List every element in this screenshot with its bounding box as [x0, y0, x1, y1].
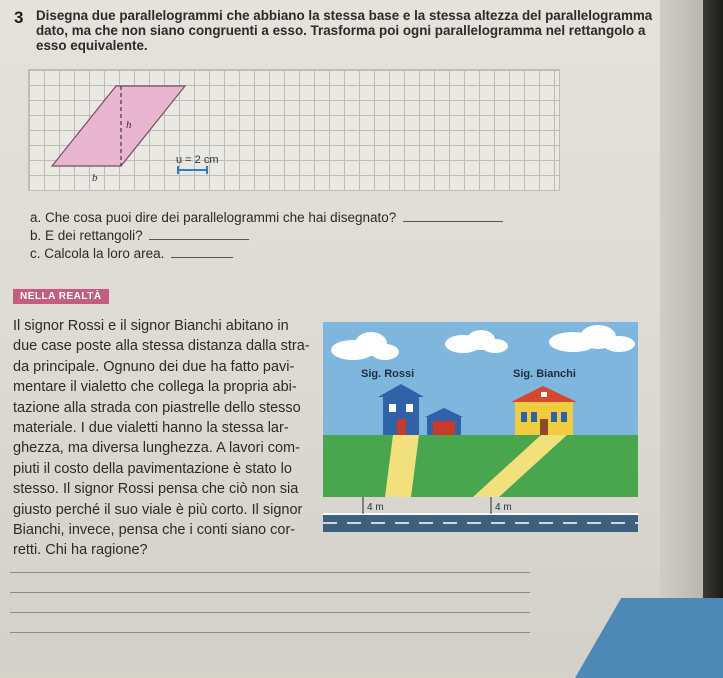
- question-a-text: Che cosa puoi dire dei parallelogrammi che hai disegnato?: [45, 210, 397, 225]
- exercise-number: 3: [14, 8, 24, 27]
- unit-label: u = 2 cm: [176, 154, 219, 166]
- question-a: [30, 210, 503, 225]
- story-paragraph: [13, 316, 323, 561]
- answer-blank-a[interactable]: [403, 221, 503, 222]
- question-c-letter: c.: [30, 246, 41, 261]
- distance-rossi: 4 m: [367, 502, 384, 513]
- story-line: piuti il costo della pavimentazione è stato lo: [13, 460, 292, 477]
- houses-illustration: [323, 322, 638, 532]
- question-a-letter: a.: [30, 210, 42, 225]
- answer-line[interactable]: [10, 612, 530, 613]
- question-c-text: Calcola la loro area.: [44, 246, 165, 261]
- label-bianchi: Sig. Bianchi: [513, 368, 576, 380]
- distance-bianchi: 4 m: [495, 502, 512, 513]
- answer-line[interactable]: [10, 592, 530, 593]
- question-c: [30, 246, 233, 261]
- question-b-text: E dei rettangoli?: [45, 228, 143, 243]
- label-rossi: Sig. Rossi: [361, 368, 415, 380]
- story-line: stesso. Il signor Rossi pensa che ciò non sia: [13, 481, 299, 498]
- story-line: mentare il vialetto che collega la propria abi-: [13, 379, 297, 396]
- answer-line[interactable]: [10, 572, 530, 573]
- exercise-text: Disegna due parallelogrammi che abbiano la stessa base e la stessa altezza del parallelogramma dato, ma che non siano congruenti a esso. Trasforma poi ogni parallelogramma nel rettangolo a esso equivalente.: [36, 8, 653, 53]
- base-label: b: [92, 172, 98, 184]
- question-b-letter: b.: [30, 228, 42, 243]
- story-line: Il signor Rossi e il signor Bianchi abitano in: [13, 318, 289, 334]
- parallelogram-shape: [52, 86, 185, 166]
- section-badge: NELLA REALTÀ: [13, 289, 109, 304]
- story-line: retti. Chi ha ragione?: [13, 542, 148, 559]
- answer-line[interactable]: [10, 632, 530, 633]
- grass: [323, 435, 638, 497]
- question-b: [30, 228, 249, 243]
- story-line: ghezza, ma diversa lunghezza. A lavori com-: [13, 440, 300, 457]
- story-line: giusto perché il suo viale è più corto. Il signor: [13, 501, 303, 518]
- story-line: due case poste alla stessa distanza dalla stra-: [13, 338, 310, 355]
- story-line: materiale. I due vialetti hanno la stessa lar-: [13, 420, 289, 437]
- answer-blank-c[interactable]: [171, 257, 233, 258]
- story-line: Bianchi, invece, pensa che i conti siano cor-: [13, 522, 296, 539]
- height-label: h: [126, 119, 132, 131]
- story-line: tazione alla strada con piastrelle dello stesso: [13, 399, 301, 416]
- story-line: da principale. Ognuno dei due ha fatto pavi-: [13, 358, 295, 375]
- answer-blank-b[interactable]: [149, 239, 249, 240]
